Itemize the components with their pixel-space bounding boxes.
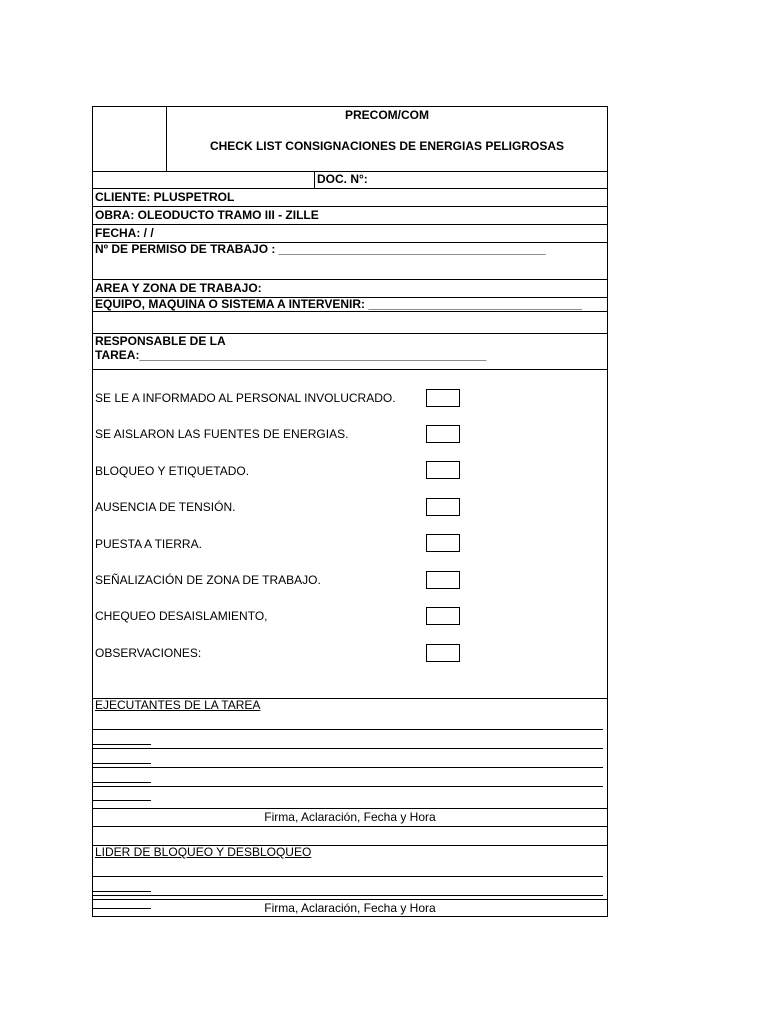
lider-signature-caption: Firma, Aclaración, Fecha y Hora <box>264 901 436 915</box>
check-box[interactable] <box>426 461 460 479</box>
doc-code: PRECOM/COM <box>345 108 429 122</box>
check-box[interactable] <box>426 644 460 662</box>
logo-cell <box>93 107 166 171</box>
permiso-field: Nº DE PERMISO DE TRABAJO : ________________________________________ <box>95 242 546 256</box>
obra-field: OBRA: OLEODUCTO TRAMO III - ZILLE <box>95 208 319 222</box>
check-box[interactable] <box>426 389 460 407</box>
responsable-label: RESPONSABLE DE LA <box>95 334 226 348</box>
check-item-label: SEÑALIZACIÓN DE ZONA DE TRABAJO. <box>95 573 321 587</box>
lider-title: LIDER DE BLOQUEO Y DESBLOQUEO <box>95 845 312 859</box>
check-item-label: PUESTA A TIERRA. <box>95 537 202 551</box>
check-item-label: SE AISLARON LAS FUENTES DE ENERGIAS. <box>95 427 349 441</box>
check-box[interactable] <box>426 425 460 443</box>
fecha-field: FECHA: / / <box>95 226 154 240</box>
checklist-form <box>92 106 608 917</box>
doc-title: CHECK LIST CONSIGNACIONES DE ENERGIAS PELIGROSAS <box>209 139 565 153</box>
check-box[interactable] <box>426 498 460 516</box>
ejecutantes-title: EJECUTANTES DE LA TAREA <box>95 698 261 712</box>
check-item-label: SE LE A INFORMADO AL PERSONAL INVOLUCRADO. <box>95 391 396 405</box>
check-item-label: BLOQUEO Y ETIQUETADO. <box>95 464 250 478</box>
check-box[interactable] <box>426 534 460 552</box>
cliente-field: CLIENTE: PLUSPETROL <box>95 190 235 204</box>
ejecutantes-signature-caption: Firma, Aclaración, Fecha y Hora <box>264 810 436 824</box>
equipo-field: EQUIPO, MAQUINA O SISTEMA A INTERVENIR: ________________________________ <box>95 297 582 311</box>
check-box[interactable] <box>426 607 460 625</box>
area-field: AREA Y ZONA DE TRABAJO: <box>95 281 262 295</box>
check-item-label: OBSERVACIONES: <box>95 646 202 660</box>
check-box[interactable] <box>426 571 460 589</box>
responsable-line: TAREA:____________________________________________________ <box>95 348 487 362</box>
check-item-label: CHEQUEO DESAISLAMIENTO, <box>95 609 268 623</box>
doc-number-label: DOC. N°: <box>317 172 368 186</box>
check-item-label: AUSENCIA DE TENSIÓN. <box>95 500 236 514</box>
